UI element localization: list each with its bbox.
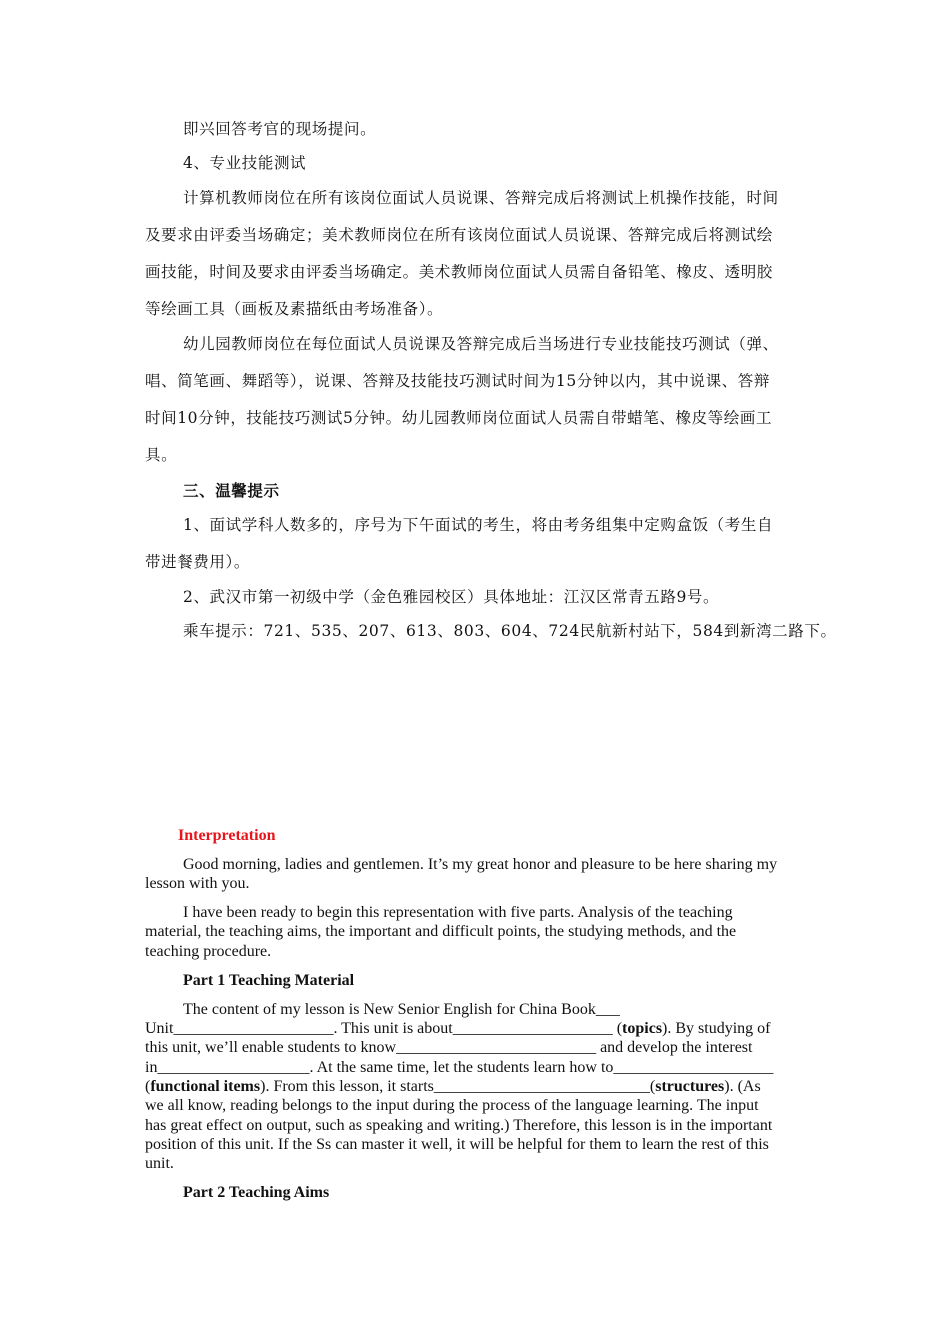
text-line xyxy=(145,1019,771,1039)
part-heading: Part 1 Teaching Material xyxy=(183,972,355,989)
section-heading: 三、温馨提示 xyxy=(183,481,280,500)
text-line: 时间10分钟，技能技巧测试5分钟。幼儿园教师岗位面试人员需自带蜡笔、橡皮等绘画工 xyxy=(145,409,773,427)
text-line: 具。 xyxy=(145,446,178,464)
text: ). (As xyxy=(724,1078,761,1095)
text-line: Good morning, ladies and gentlemen. It’s my great honor and pleasure to be here sharing my xyxy=(183,856,778,873)
text: ). By studying of xyxy=(662,1020,771,1037)
text-line: teaching procedure. xyxy=(145,943,272,960)
bold-term: structures xyxy=(655,1078,725,1095)
text-line: 2、武汉市第一初级中学（金色雅园校区）具体地址：江汉区常青五路9号。 xyxy=(183,588,720,606)
text-line: 等绘画工具（画板及素描纸由考场准备）。 xyxy=(145,300,444,318)
text-line: lesson with you. xyxy=(145,875,250,892)
text-line: 1、面试学科人数多的，序号为下午面试的考生，将由考务组集中定购盒饭（考生自 xyxy=(183,516,774,534)
text-line: 计算机教师岗位在所有该岗位面试人员说课、答辩完成后将测试上机操作技能，时间 xyxy=(183,189,779,207)
bold-term: topics xyxy=(622,1020,663,1037)
text-line: I have been ready to begin this representation with five parts. Analysis of the teaching xyxy=(183,904,733,921)
text: ). From this lesson, it starts___________________________( xyxy=(260,1078,656,1095)
text-line: 画技能，时间及要求由评委当场确定。美术教师岗位面试人员需自备铅笔、橡皮、透明胶 xyxy=(145,263,773,281)
text-line: The content of my lesson is New Senior English for China Book___ xyxy=(183,1001,620,1018)
text-line: 乘车提示：721、535、207、613、803、604、724民航新村站下，584到新湾二路下。 xyxy=(183,622,837,640)
text-line: unit. xyxy=(145,1155,174,1172)
interpretation-title: Interpretation xyxy=(178,827,276,844)
text-line: 带进餐费用）。 xyxy=(145,553,250,571)
text-line: 幼儿园教师岗位在每位面试人员说课及答辩完成后当场进行专业技能技巧测试（弹、 xyxy=(183,335,779,353)
text-line: has great effect on output, such as speaking and writing.) Therefore, this lesson is in the important xyxy=(145,1117,773,1134)
text-line: material, the teaching aims, the important and difficult points, the studying methods, and the xyxy=(145,923,737,940)
part-heading: Part 2 Teaching Aims xyxy=(183,1184,330,1201)
text-line: 唱、简笔画、舞蹈等），说课、答辩及技能技巧测试时间为15分钟以内，其中说课、答辩 xyxy=(145,372,770,390)
text-line: position of this unit. If the Ss can master it well, it will be helpful for them to learn the rest of this xyxy=(145,1136,769,1153)
bold-term: functional items xyxy=(150,1078,261,1095)
text: Unit____________________. This unit is about____________________ ( xyxy=(145,1020,623,1037)
section-heading: 4、专业技能测试 xyxy=(183,154,307,172)
text-line: in___________________. At the same time, let the students learn how to____________________ xyxy=(145,1059,774,1076)
text-line: this unit, we’ll enable students to know_________________________ and develop the interest xyxy=(145,1039,753,1056)
text-line: 及要求由评委当场确定；美术教师岗位在所有该岗位面试人员说课、答辩完成后将测试绘 xyxy=(145,226,773,244)
text-line: we all know, reading belongs to the input during the process of the language learning. The input xyxy=(145,1097,759,1114)
text: ( xyxy=(145,1078,151,1095)
text-line xyxy=(145,1077,761,1097)
text-line: 即兴回答考官的现场提问。 xyxy=(183,120,377,138)
